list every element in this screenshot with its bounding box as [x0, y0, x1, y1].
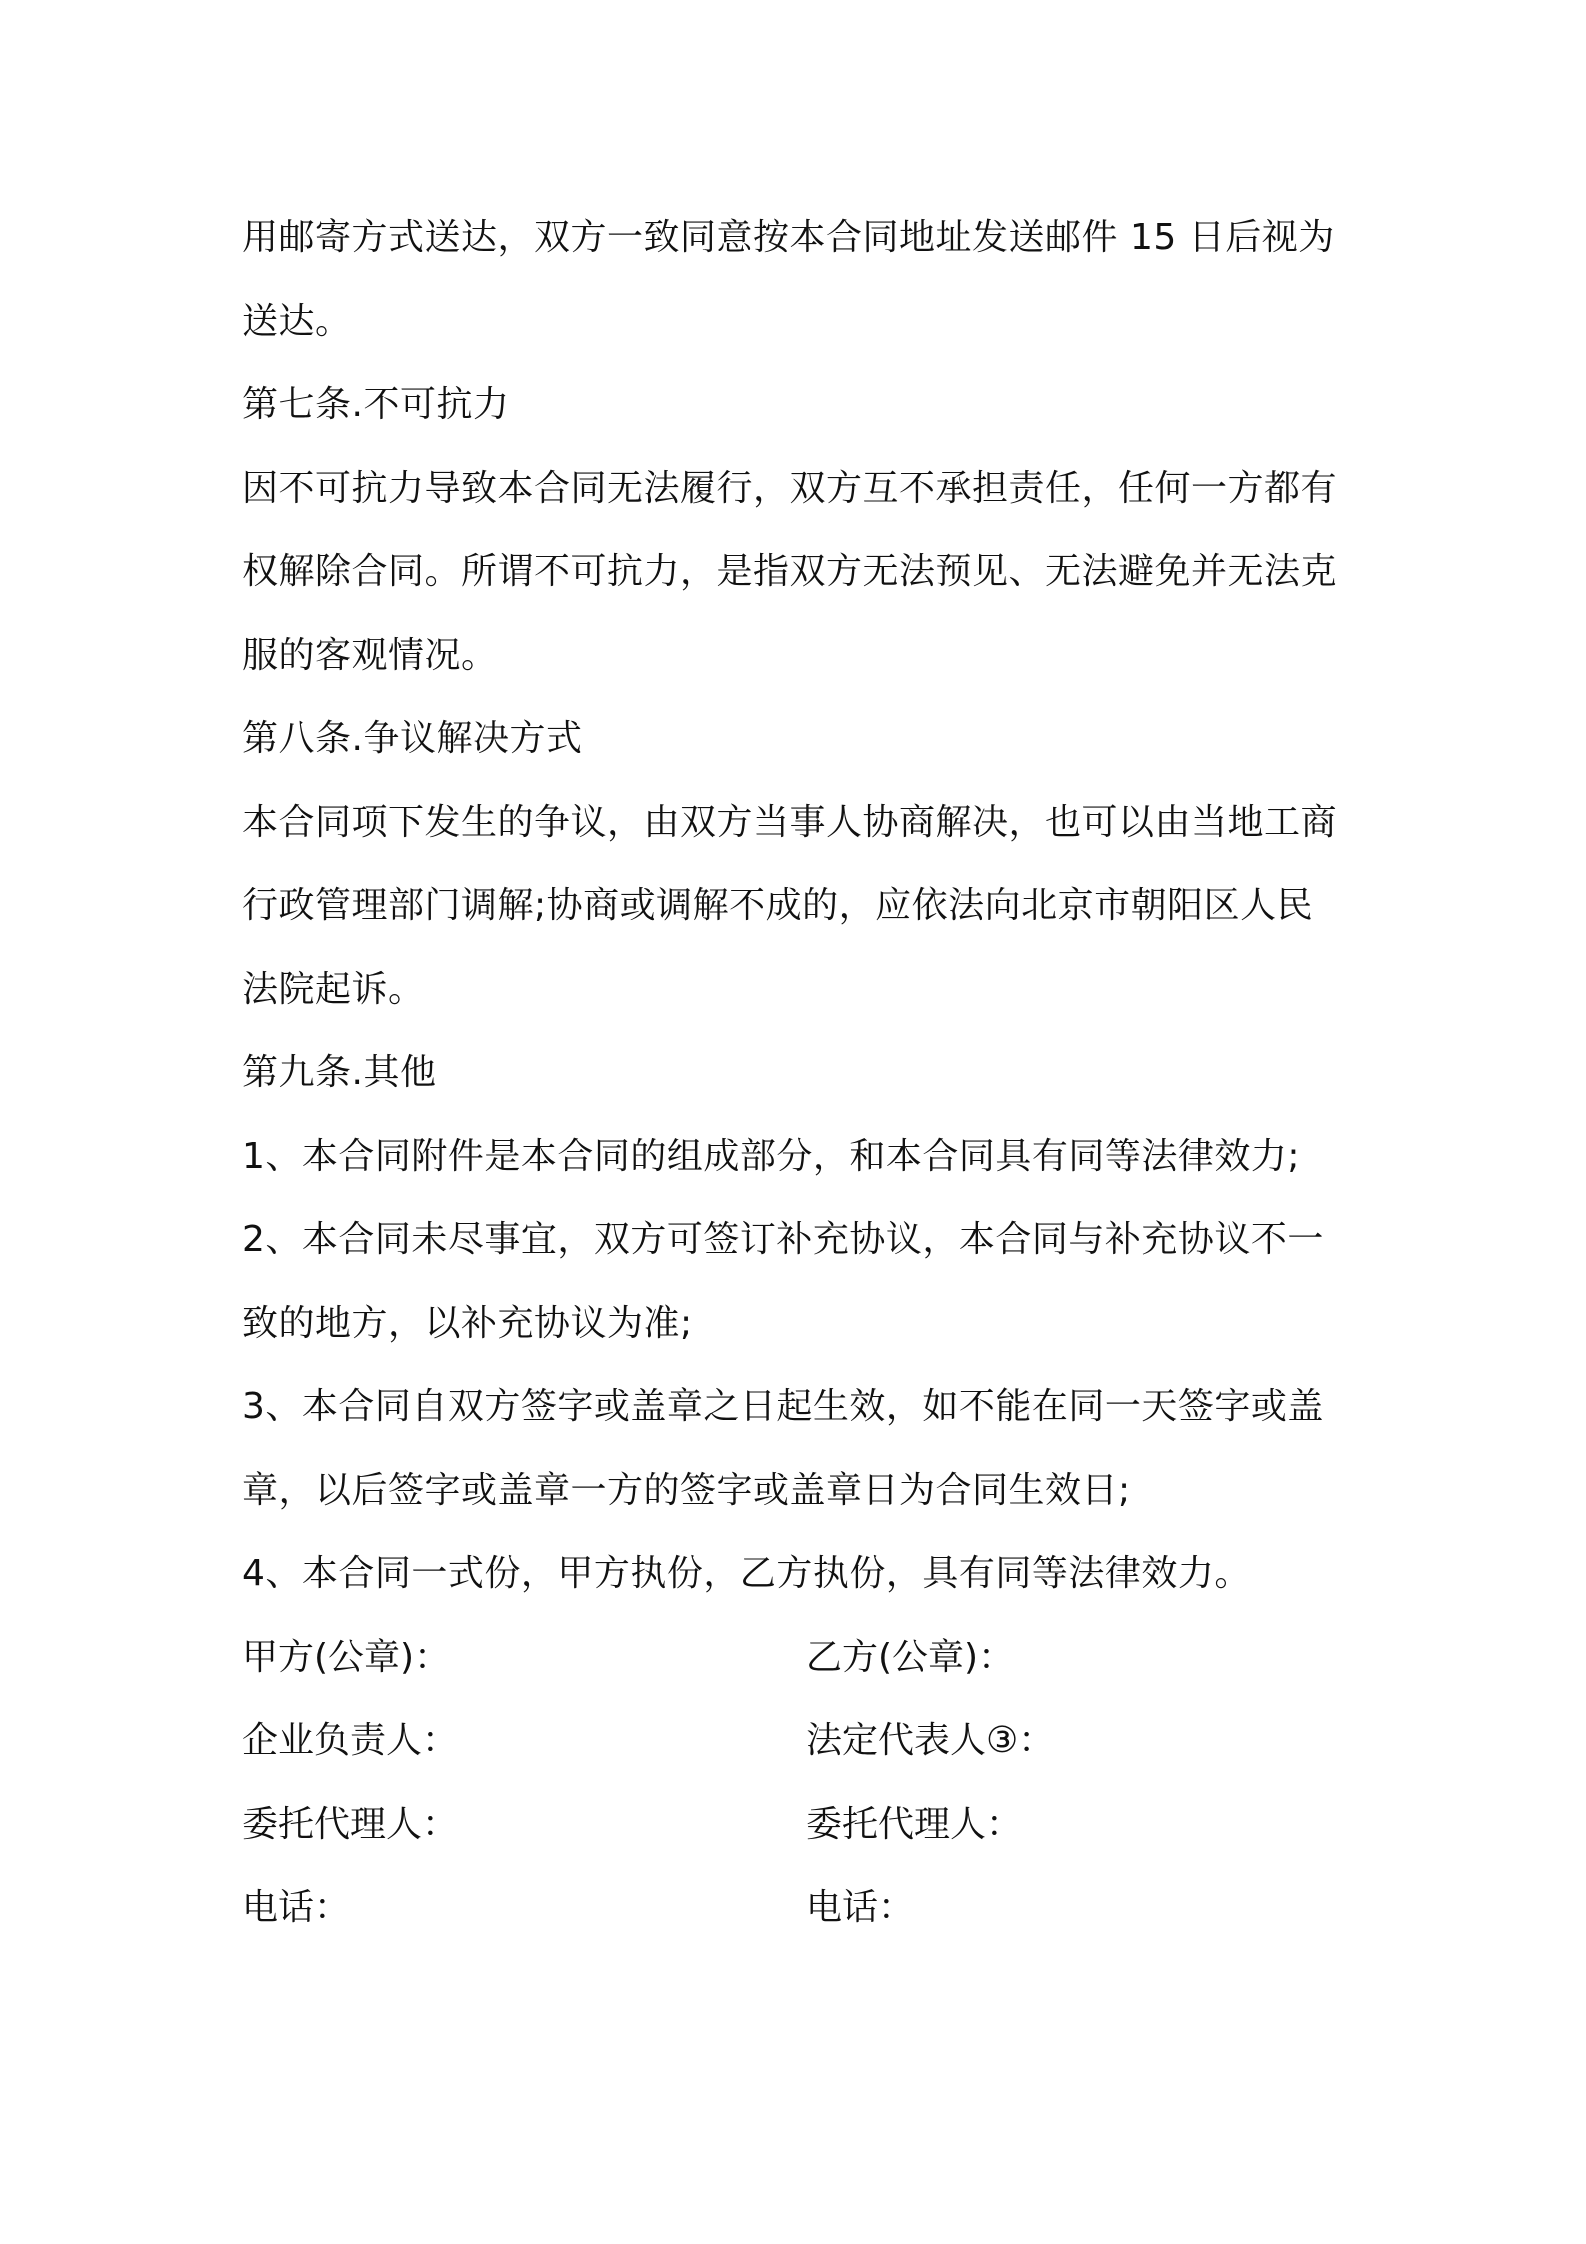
paragraph-line: 法院起诉。 [242, 968, 425, 1010]
paragraph-line: 行政管理部门调解;协商或调解不成的，应依法向北京市朝阳区人民 [242, 885, 1314, 926]
paragraph-line: 送达。 [242, 300, 352, 342]
list-item-continuation: 章，以后签字或盖章一方的签字或盖章日为合同生效日; [242, 1469, 1131, 1511]
list-item: 1、本合同附件是本合同的组成部分，和本合同具有同等法律效力; [242, 1135, 1301, 1177]
section-heading: 第七条.不可抗力 [242, 384, 510, 425]
list-item: 4、本合同一式份，甲方执份，乙方执份，具有同等法律效力。 [242, 1553, 1251, 1594]
paragraph-line: 因不可抗力导致本合同无法履行，双方互不承担责任，任何一方都有 [242, 467, 1338, 509]
list-item-continuation: 致的地方，以补充协议为准; [242, 1302, 693, 1344]
signature-row-representative [242, 1699, 1362, 1783]
document-body [242, 196, 1362, 1950]
party-a-seal-label: 甲方(公章)： [242, 1636, 451, 1678]
section-heading: 第八条.争议解决方式 [242, 718, 583, 759]
signature-row-seal [242, 1616, 1362, 1700]
party-b-agent-label: 委托代理人： [806, 1803, 1023, 1845]
party-a-representative-label: 企业负责人： [242, 1720, 459, 1761]
paragraph-line: 本合同项下发生的争议，由双方当事人协商解决，也可以由当地工商 [242, 801, 1338, 843]
list-item: 3、本合同自双方签字或盖章之日起生效，如不能在同一天签字或盖 [242, 1386, 1324, 1427]
list-item: 2、本合同未尽事宜，双方可签订补充协议，本合同与补充协议不一 [242, 1219, 1324, 1260]
signature-row-agent [242, 1783, 1362, 1867]
paragraph-line: 用邮寄方式送达，双方一致同意按本合同地址发送邮件 15 日后视为 [242, 217, 1335, 258]
paragraph-line: 服的客观情况。 [242, 634, 498, 676]
party-a-phone-label: 电话： [242, 1887, 351, 1928]
party-b-phone-label: 电话： [806, 1887, 915, 1928]
signature-row-phone [242, 1866, 1362, 1950]
section-heading: 第九条.其他 [242, 1052, 437, 1093]
party-b-seal-label: 乙方(公章)： [806, 1636, 1015, 1678]
paragraph-line: 权解除合同。所谓不可抗力，是指双方无法预见、无法避免并无法克 [242, 551, 1338, 592]
party-a-agent-label: 委托代理人： [242, 1803, 459, 1845]
party-b-representative-label: 法定代表人③： [806, 1720, 1055, 1761]
